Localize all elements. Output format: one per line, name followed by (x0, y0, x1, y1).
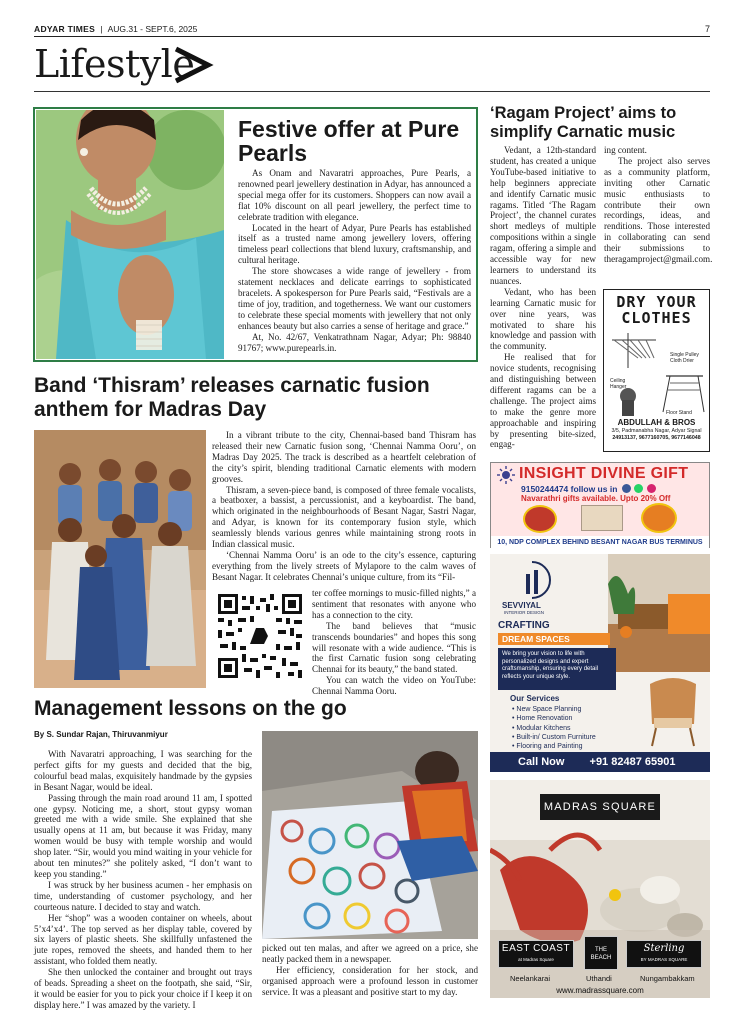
dry-ad-address (604, 428, 709, 441)
east-coast-logo (498, 940, 574, 968)
ragam-paragraph: Vedant, who has been learning Carnatic music for over nine years, was motivated to share his knowledge and passion with the community. (490, 286, 596, 352)
mgmt-column-2 (262, 943, 478, 998)
ragam-column-1 (490, 145, 596, 450)
ragam-paragraph: Vedant, a 12th-standard student, has created a unique YouTube-based initiative to help beginners appreciate and identify Carnatic music ragams. Titled ‘The Ragam Project’, the channel curates short medleys of multiple compositions within a single ragam, offering a simple and accessible way for new learners to understand its nuances. (490, 145, 596, 286)
sevviyal-brand-sub: INTERIOR DESIGN (504, 610, 545, 615)
pearls-paragraph: The store showcases a wide range of jewellery - from statement necklaces and delicate earrings to sophisticated bracelets. A spokesperson for Pure Pearls said, “Festivals are a time of joy, tradition, and togetherness. We want our customers to celebrate these special moments with jewellery that not only enhances beauty but also carries a sense of heritage and grace.” (238, 266, 471, 331)
mgmt-paragraph: With Navaratri approaching, I was searching for the perfect gifts for my guests and decided that the big, colourful bead malas, exquisitely handmade by the gypsies in Besant Nagar, would be ideal. (34, 749, 252, 792)
issue-dates: AUG.31 - SEPT.6, 2025 (107, 24, 198, 34)
gift-tray-image (641, 503, 677, 533)
pearls-paragraph: Located in the heart of Adyar, Pure Pearls has established itself as a trusted name among jewellery lovers, offering timeless pearl collections that blend luxury, craftsmanship, and cultural heritage. (238, 222, 471, 266)
pearls-paragraph: As Onam and Navaratri approaches, Pure Pearls, a renowned pearl jewellery destination in Adyar, has announced a special mega offer for its customers. Shoppers can now avail a flat 10% discount on all pearl jewellery, the perfect time to celebrate tradition with elegance. (238, 168, 471, 222)
facebook-icon[interactable] (622, 484, 631, 493)
mgmt-column-1 (34, 749, 252, 1011)
mgmt-byline: By S. Sundar Rajan, Thiruvanmiyur (34, 730, 168, 739)
ceiling-hanger-label: Ceiling Hanger (610, 378, 627, 390)
insight-phone: 9150244474 follow us in (521, 484, 618, 494)
location-nungambakkam: Nungambakkam (640, 974, 695, 983)
mgmt-paragraph: She then unlocked the container and brought out trays of beads. Spreading a sheet on the footpath, she said, “Sir, it would be easier for you to pick your choice if I keep it on display here.” I was amazed by the variety. I (34, 967, 252, 1010)
band-group-photo (34, 430, 206, 688)
mgmt-continuation: picked out ten malas, and after we agreed on a price, she neatly packed them in a newspaper. (262, 943, 478, 964)
services-title: Our Services (510, 694, 560, 703)
service-item: • Modular Kitchens (512, 724, 571, 732)
mgmt-paragraph: Her “shop” was a wooden container on wheels, about 5’x4’x4’. The top served as her display table, covered by six layers of plastic sheets. She skillfully unfastened the jute ropes, removed the sheets, and handed them to her assistant, who folded them neatly. (34, 912, 252, 967)
location-neelankarai: Neelankarai (510, 974, 551, 983)
sterling-sub: BY MADRAS SQUARE (640, 957, 688, 962)
the-beach-logo: THE BEACH (584, 936, 618, 970)
insight-offer: Navarathri gifts available. Upto 20% Off (521, 494, 671, 503)
dry-ad-title: DRY YOUR CLOTHES (616, 293, 697, 327)
sevviyal-brand: SEVVIYAL (502, 601, 541, 610)
band-continuation: ter coffee mornings to music-filled nights,” a sentiment that resonates with anyone who has a connection to the city. (312, 588, 476, 620)
madras-square-ad (490, 780, 710, 998)
gift-box-image (581, 505, 623, 531)
location-uthandi: Uthandi (586, 974, 612, 983)
ragam-continuation: ing content. (604, 145, 647, 155)
sterling-name: Sterling (643, 943, 685, 954)
publication-name: ADYAR TIMES (34, 24, 96, 34)
pearls-headline: Festive offer at Pure Pearls (238, 116, 460, 166)
band-paragraph: In a vibrant tribute to the city, Chennai-based band Thisram has released their new Carnatic fusion song, ‘Chennai Namma Ooru’, on Madras Day 2025. The track is described as a heartfelt celebration of the city’s spirit, blending traditional Carnatic elements with modern grooves. (212, 430, 476, 484)
gift-plate-image (523, 505, 557, 533)
insight-phone-line (521, 484, 656, 494)
instagram-icon[interactable] (647, 484, 656, 493)
sun-icon (497, 466, 515, 484)
madras-square-url[interactable]: www.madrassquare.com (556, 986, 644, 995)
mgmt-paragraph: I was struck by her business acumen - her emphasis on time, understanding of customer psychology, and her courteous nature. I decided to stay and watch. (34, 879, 252, 912)
dream-spaces-banner: DREAM SPACES (498, 633, 610, 645)
call-now-bar[interactable] (490, 752, 710, 772)
chair-photo (640, 674, 706, 748)
pearls-body (238, 168, 471, 353)
insight-divine-gift-ad (490, 462, 710, 548)
services-list (512, 705, 596, 751)
band-body-1 (212, 430, 476, 583)
band-body-2 (312, 588, 476, 697)
pearls-model-photo (36, 110, 224, 359)
dry-clothes-ad (603, 289, 710, 452)
page-number: 7 (704, 24, 710, 34)
east-coast-sub: at Madras Square (518, 957, 554, 962)
mgmt-paragraph: Her efficiency, consideration for her stock, and organised approach were a profound lesson in customer service. It was a pleasant and positive start to my day. (262, 964, 478, 997)
service-item: • Flooring and Painting (512, 743, 583, 751)
whatsapp-icon[interactable] (634, 484, 643, 493)
floor-stand-label: Floor Stand (666, 410, 692, 416)
masthead: ADYAR TIMES | AUG.31 - SEPT.6, 2025 7 (34, 24, 710, 34)
dry-ad-phones: 24913137, 9677160705, 9677146048 (612, 434, 701, 441)
call-now-label: Call Now (518, 756, 565, 768)
east-coast-name: EAST COAST (501, 943, 571, 954)
ragam-paragraph: The project also serves as a community platform, inviting other Carnatic music enthusiasts to contribute their own recordings, ideas, and renditions. Those interested in collaborating can send their submissions to theragamproject@gmail.com. (604, 155, 713, 265)
section-rule (34, 91, 710, 92)
band-youtube-note: You can watch the video on YouTube: Chennai Namma Ooru. (312, 675, 476, 697)
chevron-right-icon (172, 46, 214, 84)
cloth-drier-illustration (608, 328, 706, 416)
call-now-number: +91 82487 65901 (589, 756, 676, 768)
header-rule (34, 36, 710, 37)
mgmt-paragraph: Passing through the main road around 11 am, I spotted one gypsy. Noticing me, a short, stout gypsy woman greeted me with a wide smile. She explained that she usually opens at 11 am, but because it was Friday, many women would be busy with temple worship and would shop later. “Sir, would you mind waiting in your vehicle for about ten minutes?” she politely asked, “I don’t want to keep you standing.” (34, 792, 252, 879)
sevviyal-ad (490, 554, 710, 772)
service-item: • Built-in/ Custom Furniture (512, 733, 596, 741)
dry-ad-business: ABDULLAH & BROS (617, 418, 696, 427)
service-item: • New Space Planning (512, 706, 582, 713)
insight-title: INSIGHT DIVINE GIFT (519, 465, 689, 482)
band-paragraph: The band believes that “music transcends boundaries” and hopes this song will resonate with a wide audience. “This is the first Carnatic fusion song celebrating Chennai for its beauty,” the band stated. (312, 620, 476, 675)
band-paragraph: ‘Chennai Namma Ooru’ is an ode to the city’s essence, capturing everything from the lively streets of Mylapore to the calm waves of Besant Nagar. It celebrates Chennai’s unique culture, from its “Fil- (212, 549, 476, 582)
band-paragraph: Thisram, a seven-piece band, is composed of three female vocalists, a beatboxer, a bassist, a percussionist, and a keyboardist. The band, which originated in the neighbourhoods of Besant Nagar, Sastri Nagar, and Adyar, is known for its contemporary fusion style, which seamlessly blends various genres while maintaining strong roots in Indian classical music. (212, 484, 476, 550)
living-room-photo (608, 554, 710, 672)
ragam-column-2 (604, 145, 713, 265)
band-headline: Band ‘Thisram’ releases carnatic fusion anthem for Madras Day (34, 374, 430, 421)
qr-code[interactable] (216, 592, 304, 680)
single-pulley-label: Single Pulley Cloth Drier (670, 352, 699, 364)
section-title: Lifestyle (34, 42, 195, 86)
mgmt-headline: Management lessons on the go (34, 697, 347, 720)
sevviyal-description: We bring your vision to life with personalized designs and expert craftsmanship, ensuring every detail reflects your unique style. (498, 648, 616, 690)
ragam-paragraph: He realised that for novice students, recognising and distinguishing between different ragams can be a challenge. The project aims to make the genre more approachable and inspiring by presenting bite-sized, engag- (490, 352, 596, 450)
service-item: • Home Renovation (512, 715, 573, 723)
crafting-label: CRAFTING (498, 620, 550, 631)
insight-address: 10, NDP COMPLEX BEHIND BESANT NAGAR BUS TERMINUS (491, 536, 709, 549)
sevviyal-logo-icon (512, 560, 552, 600)
sterling-logo (626, 940, 702, 968)
pearls-contact: At, No. 42/67, Venkatrathnam Nagar, Adyar; Ph: 98840 91767; www.purepearls.in. (238, 331, 471, 353)
bead-seller-photo (262, 731, 478, 939)
ragam-headline: ‘Ragam Project’ aims to simplify Carnatic music (490, 104, 677, 141)
madras-square-title: MADRAS SQUARE (540, 794, 660, 820)
dry-ad-street: 3/5, Padmanabha Nagar, Adyar Signal (611, 428, 702, 434)
